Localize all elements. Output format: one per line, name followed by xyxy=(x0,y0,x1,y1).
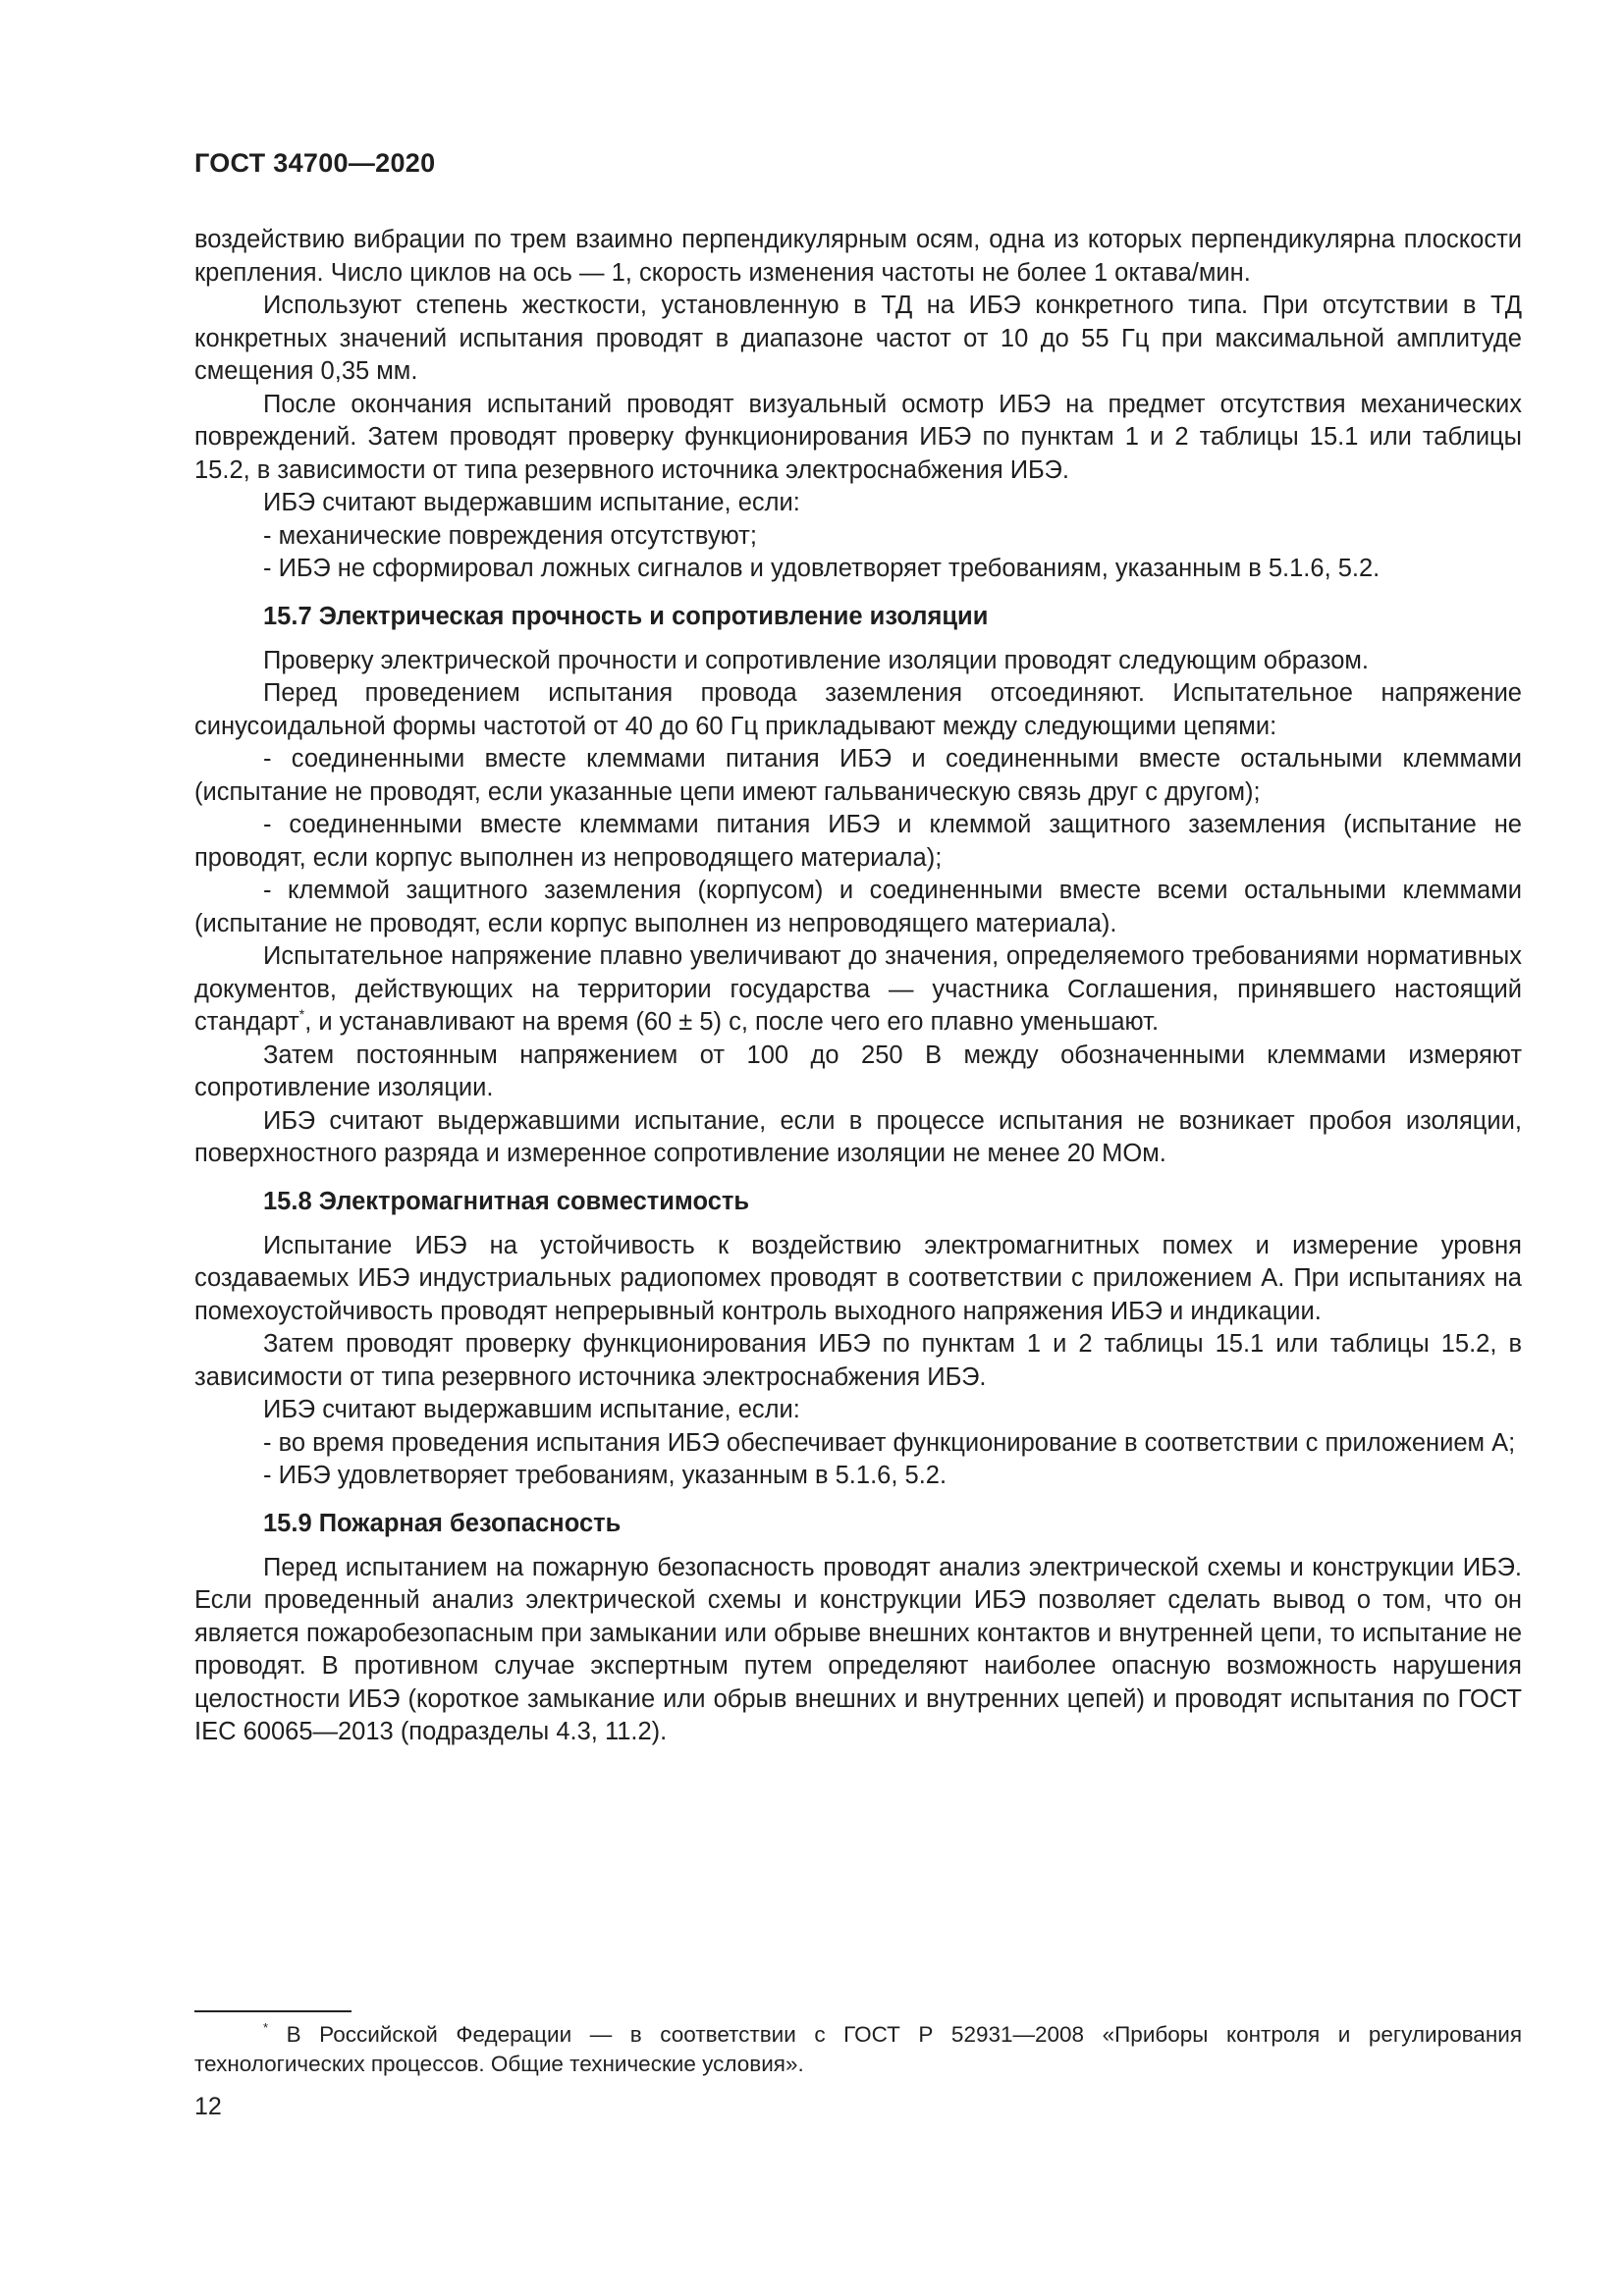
page-number: 12 xyxy=(194,2093,222,2120)
paragraph-continuation: воздействию вибрации по трем взаимно перпендикулярным осям, одна из которых перпендикулярна плоскости крепления. Число циклов на ось — 1, скорость изменения частоты не более 1 октава/мин. xyxy=(194,226,1522,287)
list-item: - механические повреждения отсутствуют; xyxy=(263,521,757,550)
paragraph-text: , и устанавливают на время (60 ± 5) с, после чего его плавно уменьшают. xyxy=(304,1008,1160,1036)
main-content xyxy=(194,224,1522,1749)
paragraph: ИБЭ считают выдержавшим испытание, если: xyxy=(263,489,800,516)
section-heading-15-7: 15.7 Электрическая прочность и сопротивление изоляции xyxy=(263,602,989,630)
section-heading-15-8: 15.8 Электромагнитная совместимость xyxy=(263,1187,750,1215)
paragraph: Затем постоянным напряжением от 100 до 250 В между обозначенными клеммами измеряют сопротивление изоляции. xyxy=(194,1041,1522,1101)
footnote-reference[interactable]: * xyxy=(298,1005,305,1022)
paragraph: Используют степень жесткости, установленную в ТД на ИБЭ конкретного типа. При отсутствии в ТД конкретных значений испытания проводят в диапазоне частот от 10 до 55 Гц при максимальной амплитуде смещения 0,35 мм. xyxy=(194,292,1522,385)
paragraph: ИБЭ считают выдержавшим испытание, если: xyxy=(263,1396,800,1423)
paragraph-with-footnote-ref xyxy=(194,940,1522,1040)
paragraph: ИБЭ считают выдержавшими испытание, если в процессе испытания не возникает пробоя изоляции, поверхностного разряда и измеренное сопротивление изоляции не менее 20 МОм. xyxy=(194,1106,1522,1167)
footnote-mark: * xyxy=(263,2019,269,2035)
paragraph: Перед проведением испытания провода заземления отсоединяют. Испытательное напряжение синусоидальной формы частотой от 40 до 60 Гц прикладывают между следующими цепями: xyxy=(194,679,1522,740)
list-item: - соединенными вместе клеммами питания ИБЭ и соединенными вместе остальными клеммами (испытание не проводят, если указанные цепи имеют гальваническую связь друг с другом); xyxy=(194,745,1522,806)
list-item: - ИБЭ удовлетворяет требованиям, указанным в 5.1.6, 5.2. xyxy=(263,1462,947,1489)
footnote-text: В Российской Федерации — в соответствии с ГОСТ Р 52931—2008 «Приборы контроля и регулирования технологических процессов. Общие технические условия». xyxy=(194,2022,1522,2076)
footnote-divider xyxy=(194,2010,352,2012)
paragraph: Испытание ИБЭ на устойчивость к воздействию электромагнитных помех и измерение уровня создаваемых ИБЭ индустриальных радиопомех проводят в соответствии с приложением А. При испытаниях на помехоустойчивость проводят непрерывный контроль выходного напряжения ИБЭ и индикации. xyxy=(194,1231,1522,1325)
paragraph: После окончания испытаний проводят визуальный осмотр ИБЭ на предмет отсутствия механических повреждений. Затем проводят проверку функционирования ИБЭ по пунктам 1 и 2 таблицы 15.1 или таблицы 15.2, в зависимости от типа резервного источника электроснабжения ИБЭ. xyxy=(194,390,1522,484)
list-item: - клеммой защитного заземления (корпусом) и соединенными вместе всеми остальными клеммами (испытание не проводят, если корпус выполнен из непроводящего материала). xyxy=(194,877,1522,937)
list-item: - ИБЭ не сформировал ложных сигналов и удовлетворяет требованиям, указанным в 5.1.6, 5.2. xyxy=(263,555,1380,582)
paragraph: Проверку электрической прочности и сопротивление изоляции проводят следующим образом. xyxy=(263,646,1369,674)
list-item: - во время проведения испытания ИБЭ обеспечивает функционирование в соответствии с приложением А; xyxy=(263,1428,1516,1457)
paragraph: Перед испытанием на пожарную безопасность проводят анализ электрической схемы и конструкции ИБЭ. Если проведенный анализ электрической схемы и конструкции ИБЭ позволяет сделать вывод о том, что он является пожаробезопасным при замыкании или обрыве внешних контактов и внутренней цепи, то испытание не проводят. В противном случае экспертным путем определяют наиболее опасную возможность нарушения целостности ИБЭ (короткое замыкание или обрыв внешних и внутренних цепей) и проводят испытания по ГОСТ IEC 60065—2013 (подразделы 4.3, 11.2). xyxy=(194,1553,1522,1745)
section-heading-15-9: 15.9 Пожарная безопасность xyxy=(263,1509,622,1537)
paragraph-text: Испытательное напряжение плавно увеличивают до значения, определяемого требованиями нормативных документов, действующих на территории государства — участника Соглашения, принявшего настоящий стандарт xyxy=(194,942,1522,1036)
list-item: - соединенными вместе клеммами питания ИБЭ и клеммой защитного заземления (испытание не проводят, если корпус выполнен из непроводящего материала); xyxy=(194,811,1522,872)
document-header: ГОСТ 34700—2020 xyxy=(194,148,436,178)
paragraph: Затем проводят проверку функционирования ИБЭ по пунктам 1 и 2 таблицы 15.1 или таблицы 15.2, в зависимости от типа резервного источника электроснабжения ИБЭ. xyxy=(194,1330,1522,1391)
footnote xyxy=(194,2020,1522,2079)
